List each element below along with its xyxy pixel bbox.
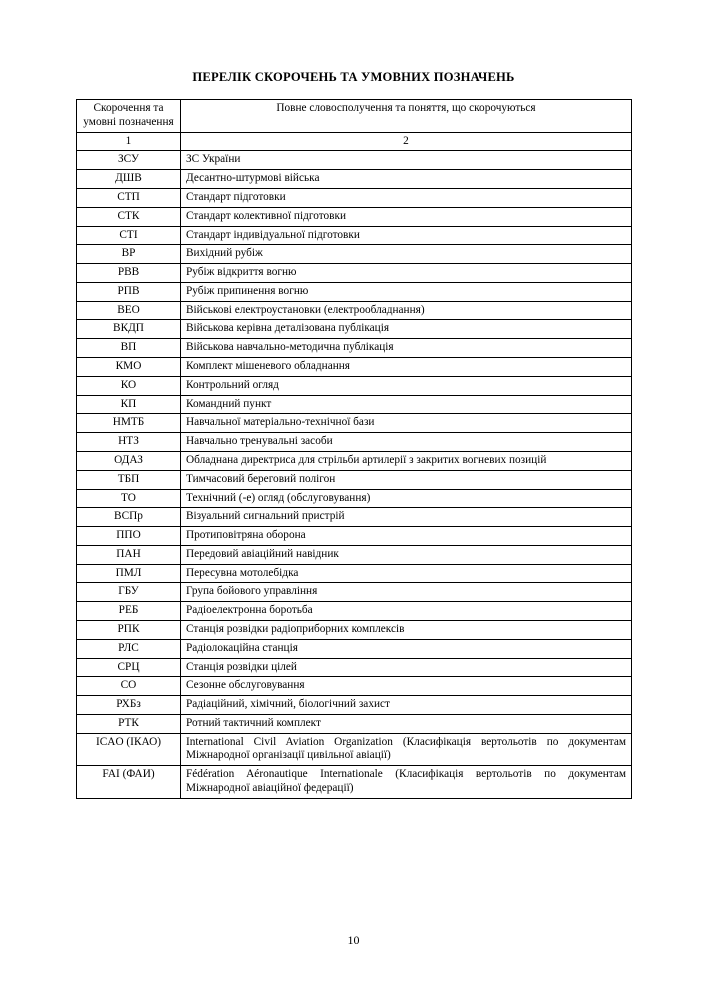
- abbreviation-cell: СРЦ: [77, 658, 181, 677]
- full-phrase-cell: Технічний (-е) огляд (обслуговування): [181, 489, 632, 508]
- full-phrase-cell: Fédération Aéronautique Internationale (Класифікація вертольотів по документам Міжнародної авіаційної федерації): [181, 766, 632, 799]
- table-header-row: [77, 100, 632, 133]
- full-phrase-cell: Військова навчально-методична публікація: [181, 339, 632, 358]
- full-phrase-cell: Навчальної матеріально-технічної бази: [181, 414, 632, 433]
- table-row: [77, 264, 632, 283]
- abbreviation-cell: ВР: [77, 245, 181, 264]
- full-phrase-cell: Рубіж припинення вогню: [181, 282, 632, 301]
- abbreviation-cell: НТЗ: [77, 433, 181, 452]
- table-row: [77, 339, 632, 358]
- full-phrase-cell: Стандарт колективної підготовки: [181, 207, 632, 226]
- table-row: [77, 395, 632, 414]
- table-row: [77, 714, 632, 733]
- abbreviation-cell: РПВ: [77, 282, 181, 301]
- table-row: [77, 451, 632, 470]
- full-phrase-cell: Комплект мішеневого обладнання: [181, 358, 632, 377]
- full-phrase-cell: Радіолокаційна станція: [181, 639, 632, 658]
- abbreviation-cell: РВВ: [77, 264, 181, 283]
- full-phrase-cell: Радіаційний, хімічний, біологічний захист: [181, 696, 632, 715]
- table-row: [77, 301, 632, 320]
- full-phrase-cell: ЗС України: [181, 151, 632, 170]
- table-row: [77, 358, 632, 377]
- abbreviation-cell: ПАН: [77, 545, 181, 564]
- table-row: [77, 564, 632, 583]
- abbreviation-cell: ICAO (ІКАО): [77, 733, 181, 766]
- full-phrase-cell: Десантно-штурмові війська: [181, 170, 632, 189]
- table-row: [77, 414, 632, 433]
- table-row: [77, 245, 632, 264]
- column-number-2: 2: [181, 132, 632, 151]
- abbreviation-cell: СТП: [77, 189, 181, 208]
- abbreviation-cell: СТК: [77, 207, 181, 226]
- full-phrase-cell: Пересувна мотолебідка: [181, 564, 632, 583]
- full-phrase-cell: Сезонне обслуговування: [181, 677, 632, 696]
- full-phrase-cell: Вихідний рубіж: [181, 245, 632, 264]
- full-phrase-cell: Навчально тренувальні засоби: [181, 433, 632, 452]
- abbreviation-cell: РЛС: [77, 639, 181, 658]
- table-row: [77, 170, 632, 189]
- page-number: 10: [347, 933, 360, 947]
- abbreviation-cell: ВП: [77, 339, 181, 358]
- abbreviation-cell: ЗСУ: [77, 151, 181, 170]
- column-header-abbreviation: Скорочення та умовні позначення: [77, 100, 181, 133]
- abbreviation-cell: ДШВ: [77, 170, 181, 189]
- abbreviation-cell: ПМЛ: [77, 564, 181, 583]
- table-row: [77, 677, 632, 696]
- abbreviation-cell: ВЕО: [77, 301, 181, 320]
- table-row: [77, 766, 632, 799]
- abbreviation-cell: РПК: [77, 620, 181, 639]
- table-row: [77, 527, 632, 546]
- full-phrase-cell: Контрольний огляд: [181, 376, 632, 395]
- table-row: [77, 545, 632, 564]
- full-phrase-cell: International Civil Aviation Organization (Класифікація вертольотів по документам Міжнародної організації цивільної авіації): [181, 733, 632, 766]
- abbreviation-cell: СО: [77, 677, 181, 696]
- table-row: [77, 433, 632, 452]
- table-row: [77, 470, 632, 489]
- abbreviation-cell: ГБУ: [77, 583, 181, 602]
- full-phrase-cell: Станція розвідки радіоприборних комплексів: [181, 620, 632, 639]
- full-phrase-cell: Рубіж відкриття вогню: [181, 264, 632, 283]
- full-phrase-cell: Передовий авіаційний навідник: [181, 545, 632, 564]
- abbreviation-cell: ОДАЗ: [77, 451, 181, 470]
- abbreviation-cell: ППО: [77, 527, 181, 546]
- table-column-number-row: [77, 132, 632, 151]
- table-row: [77, 508, 632, 527]
- table-row: [77, 282, 632, 301]
- abbreviation-cell: ВКДП: [77, 320, 181, 339]
- full-phrase-cell: Військові електроустановки (електрообладнання): [181, 301, 632, 320]
- full-phrase-cell: Група бойового управління: [181, 583, 632, 602]
- table-row: [77, 602, 632, 621]
- abbreviation-cell: РХБз: [77, 696, 181, 715]
- abbreviation-cell: НМТБ: [77, 414, 181, 433]
- table-row: [77, 658, 632, 677]
- table-row: [77, 189, 632, 208]
- full-phrase-cell: Командний пункт: [181, 395, 632, 414]
- table-row: [77, 226, 632, 245]
- table-row: [77, 376, 632, 395]
- table-row: [77, 620, 632, 639]
- table-row: [77, 489, 632, 508]
- table-row: [77, 733, 632, 766]
- full-phrase-cell: Військова керівна деталізована публікація: [181, 320, 632, 339]
- abbreviation-cell: КП: [77, 395, 181, 414]
- full-phrase-cell: Стандарт підготовки: [181, 189, 632, 208]
- abbreviation-cell: ТБП: [77, 470, 181, 489]
- full-phrase-cell: Протиповітряна оборона: [181, 527, 632, 546]
- abbreviation-cell: КМО: [77, 358, 181, 377]
- full-phrase-cell: Радіоелектронна боротьба: [181, 602, 632, 621]
- abbreviation-cell: ВСПр: [77, 508, 181, 527]
- full-phrase-cell: Ротний тактичний комплект: [181, 714, 632, 733]
- abbreviation-cell: РТК: [77, 714, 181, 733]
- abbreviation-cell: КО: [77, 376, 181, 395]
- table-row: [77, 696, 632, 715]
- table-row: [77, 320, 632, 339]
- table-body: [77, 151, 632, 798]
- table-row: [77, 639, 632, 658]
- full-phrase-cell: Станція розвідки цілей: [181, 658, 632, 677]
- table-row: [77, 207, 632, 226]
- abbreviation-cell: ТО: [77, 489, 181, 508]
- abbreviation-cell: РЕБ: [77, 602, 181, 621]
- table-row: [77, 151, 632, 170]
- full-phrase-cell: Стандарт індивідуальної підготовки: [181, 226, 632, 245]
- table-row: [77, 583, 632, 602]
- column-number-1: 1: [77, 132, 181, 151]
- column-header-full-phrase: Повне словосполучення та поняття, що скорочуються: [181, 100, 632, 133]
- abbreviations-table: [76, 99, 632, 799]
- page-title: ПЕРЕЛІК СКОРОЧЕНЬ ТА УМОВНИХ ПОЗНАЧЕНЬ: [192, 70, 515, 84]
- full-phrase-cell: Візуальний сигнальний пристрій: [181, 508, 632, 527]
- full-phrase-cell: Обладнана директриса для стрільби артилерії з закритих вогневих позицій: [181, 451, 632, 470]
- abbreviation-cell: FAI (ФАИ): [77, 766, 181, 799]
- full-phrase-cell: Тимчасовий береговий полігон: [181, 470, 632, 489]
- abbreviation-cell: СТІ: [77, 226, 181, 245]
